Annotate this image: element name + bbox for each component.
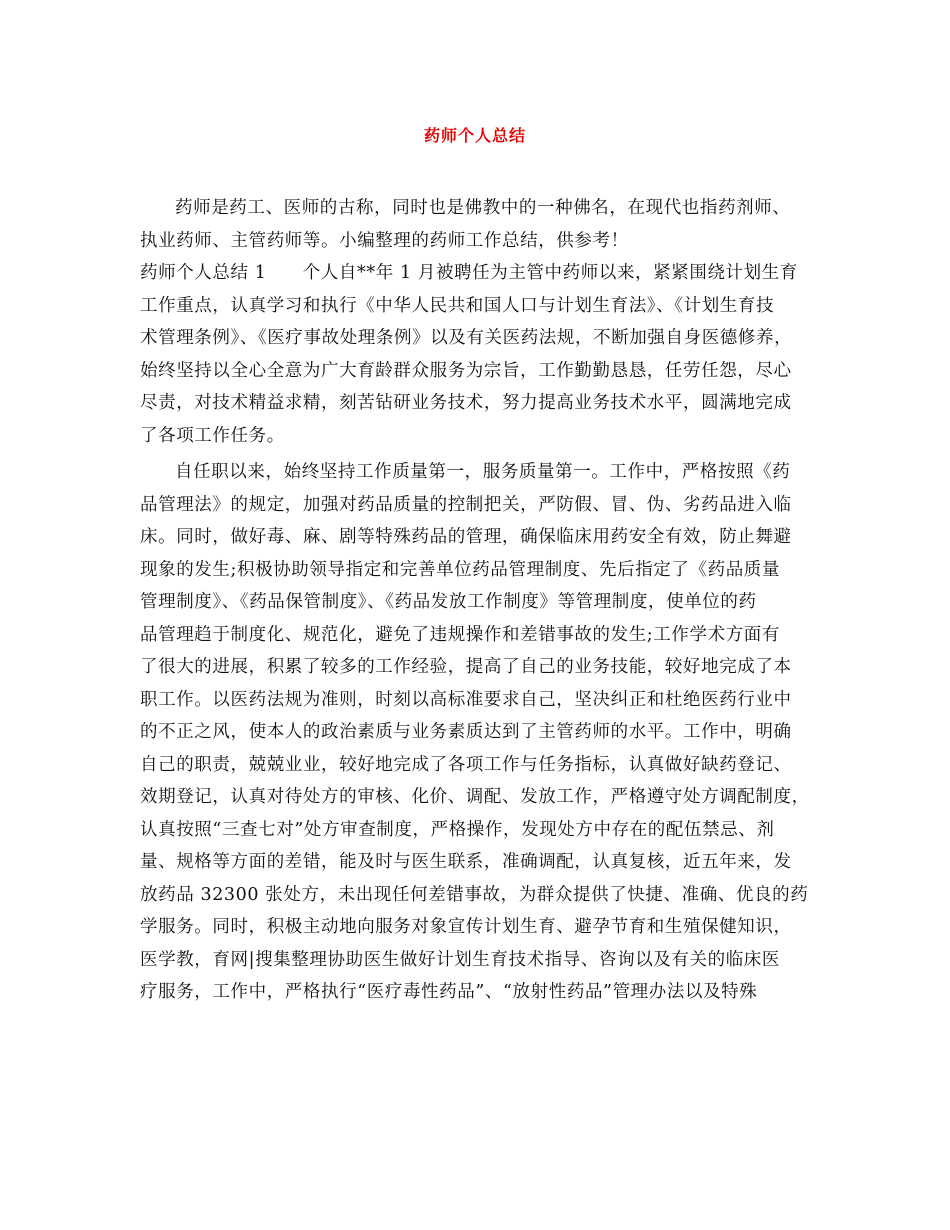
body-line: 执业药师、主管药师等。小编整理的药师工作总结，供参考！ <box>140 230 629 251</box>
body-line: 量、规格等方面的差错，能及时与医生联系，准确调配，认真复核，近五年来，发 <box>140 852 792 872</box>
body-line: 药师个人总结 1 个人自**年 1 月被聘任为主管中药师以来，紧紧围绕计划生育 <box>140 263 798 283</box>
body-line: 职工作。以医药法规为准则，时刻以高标准要求自己，坚决纠正和杜绝医药行业中 <box>140 689 792 710</box>
body-line: 自己的职责，兢兢业业，较好地完成了各项工作与任务指标，认真做好缺药登记、 <box>140 754 792 775</box>
body-line: 了各项工作任务。 <box>140 425 285 446</box>
body-line: 现象的发生;积极协助领导指定和完善单位药品管理制度、先后指定了《药品质量 <box>140 559 780 580</box>
body-line: 术管理条例》、《医疗事故处理条例》以及有关医药法规，不断加强自身医德修养， <box>140 328 793 348</box>
body-line: 放药品 32300 张处方，未出现任何差错事故，为群众提供了快捷、准确、优良的药 <box>140 884 809 905</box>
body-line: 药师是药工、医师的古称，同时也是佛教中的一种佛名，在现代也指药剂师、 <box>175 198 791 218</box>
body-line: 品管理趋于制度化、规范化，避免了违规操作和差错事故的发生;工作学术方面有 <box>140 624 780 645</box>
body-line: 疗服务，工作中，严格执行“医疗毒性药品”、“放射性药品”管理办法以及特殊 <box>140 982 758 1002</box>
body-line: 床。同时，做好毒、麻、剧等特殊药品的管理，确保临床用药安全有效，防止舞避 <box>140 527 792 547</box>
body-line: 工作重点，认真学习和执行《中华人民共和国人口与计划生育法》、《计划生育技 <box>140 295 775 316</box>
body-line: 了很大的进展，积累了较多的工作经验，提高了自己的业务技能，较好地完成了本 <box>140 657 792 677</box>
document-title: 药师个人总结 <box>423 126 526 145</box>
body-line: 自任职以来，始终坚持工作质量第一，服务质量第一。工作中，严格按照《药 <box>175 462 791 482</box>
body-line: 认真按照“三查七对”处方审查制度，严格操作，发现处方中存在的配伍禁忌、剂 <box>140 819 775 840</box>
body-line: 品管理法》的规定，加强对药品质量的控制把关，严防假、冒、伪、劣药品进入临 <box>140 494 792 515</box>
body-line: 管理制度》、《药品保管制度》、《药品发放工作制度》等管理制度，使单位的药 <box>140 592 757 612</box>
body-line: 医学教，育网|搜集整理协助医生做好计划生育技术指导、咨询以及有关的临床医 <box>140 949 780 970</box>
body-line: 学服务。同时，积极主动地向服务对象宣传计划生育、避孕节育和生殖保健知识， <box>140 917 792 937</box>
document-body <box>140 192 820 1009</box>
body-line: 尽责，对技术精益求精，刻苦钻研业务技术，努力提高业务技术水平，圆满地完成 <box>140 393 792 413</box>
body-line: 始终坚持以全心全意为广大育龄群众服务为宗旨，工作勤勤恳恳，任劳任怨，尽心 <box>140 360 792 381</box>
body-line: 效期登记，认真对待处方的审核、化价、调配、发放工作，严格遵守处方调配制度， <box>140 787 810 807</box>
body-line: 的不正之风，使本人的政治素质与业务素质达到了主管药师的水平。工作中，明确 <box>140 722 792 742</box>
